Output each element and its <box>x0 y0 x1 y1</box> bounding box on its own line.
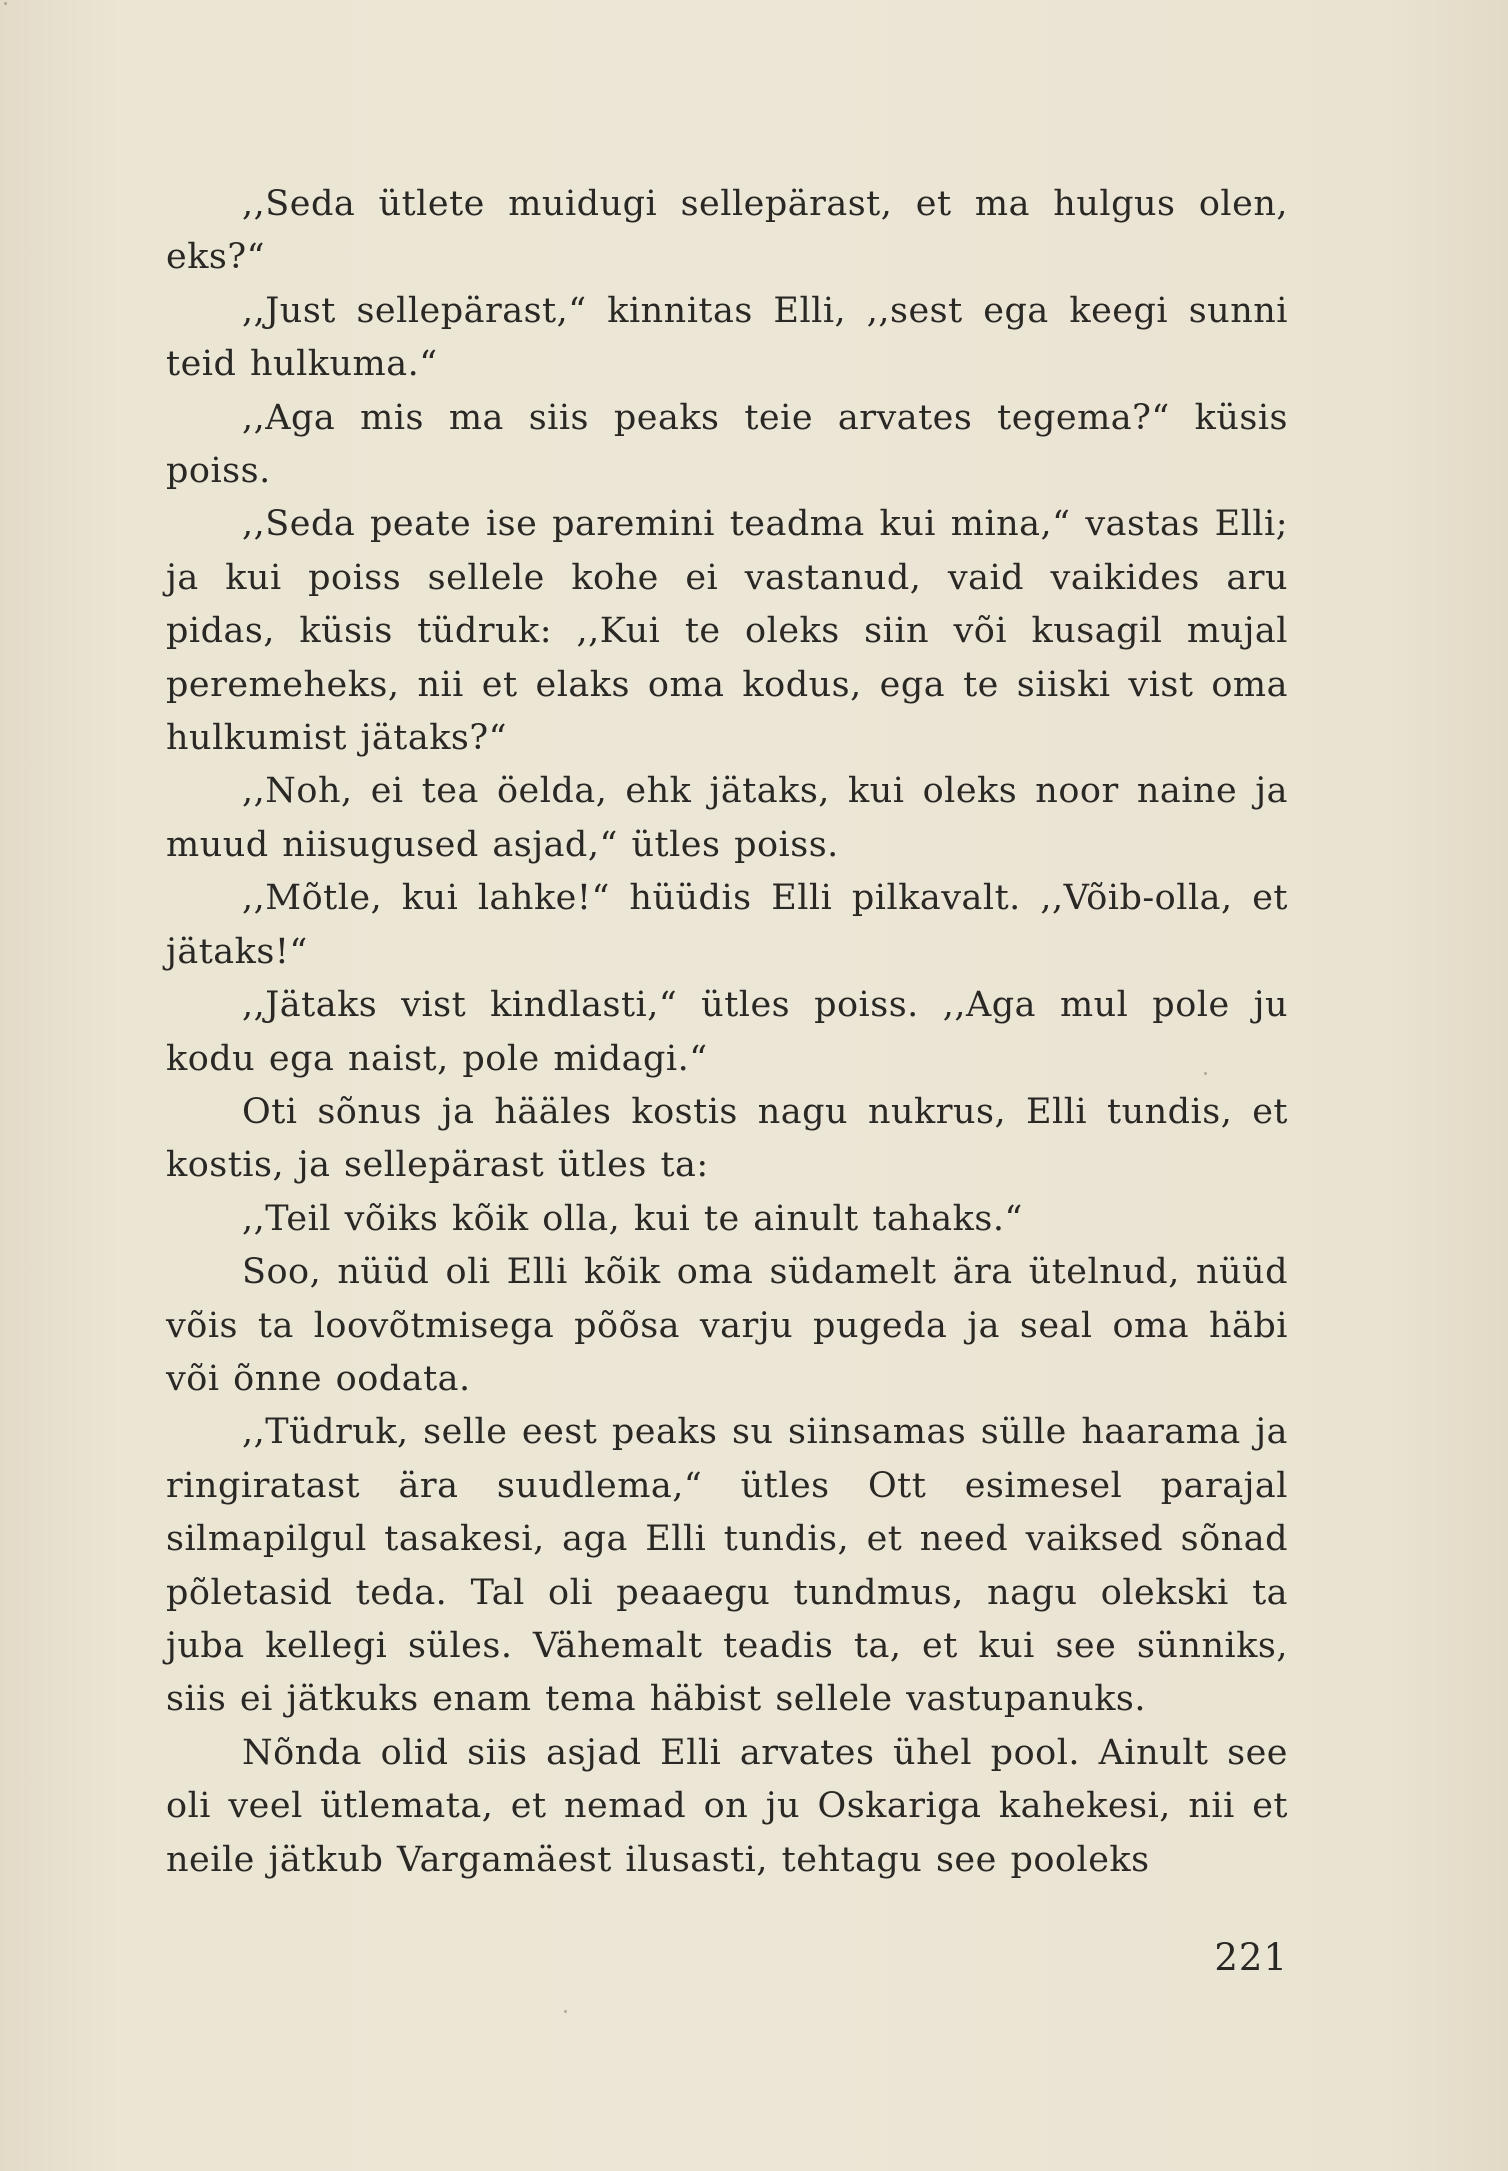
paragraph: Oti sõnus ja hääles kostis nagu nukrus, Elli tundis, et kostis, ja sellepärast ütles ta: <box>166 1091 1288 1186</box>
paragraph: ,,Just sellepärast,“ kinnitas Elli, ,,sest ega keegi sunni teid hulkuma.“ <box>166 290 1288 385</box>
paragraph: ,,Teil võiks kõik olla, kui te ainult tahaks.“ <box>242 1198 1023 1239</box>
body-text <box>166 178 1288 1887</box>
paragraph: Soo, nüüd oli Elli kõik oma südamelt ära ütelnud, nüüd võis ta loovõtmisega põõsa varju pugeda ja seal oma häbi või õnne oodata. <box>166 1252 1288 1399</box>
paragraph: ,,Jätaks vist kindlasti,“ ütles poiss. ,,Aga mul pole ju kodu ega naist, pole midagi.“ <box>166 985 1288 1079</box>
paragraph: ,,Mõtle, kui lahke!“ hüüdis Elli pilkavalt. ,,Võib-olla, et jätaks!“ <box>166 878 1288 972</box>
paragraph: ,,Noh, ei tea öelda, ehk jätaks, kui oleks noor naine ja muud niisugused asjad,“ ütles poiss. <box>166 771 1288 865</box>
paragraph: Nõnda olid siis asjad Elli arvates ühel pool. Ainult see oli veel ütlemata, et nemad on ju Oskariga kahekesi, nii et neile jätkub Vargamäest ilusasti, tehtagu see pooleks <box>166 1732 1288 1880</box>
paragraph: ,,Aga mis ma siis peaks teie arvates tegema?“ küsis poiss. <box>166 397 1288 492</box>
paragraph: ,,Seda ütlete muidugi sellepärast, et ma hulgus olen, eks?“ <box>166 184 1288 278</box>
paper-speck <box>564 2010 567 2013</box>
page-number: 221 <box>1214 1936 1288 1979</box>
paper-speck <box>1204 1072 1207 1075</box>
paragraph: ,,Tüdruk, selle eest peaks su siinsamas sülle haarama ja ringiratast ära suudlema,“ ütles Ott esimesel parajal silmapilgul tasakesi, aga Elli tundis, et need vaiksed sõnad põletasid teda. Tal oli peaaegu tundmus, nagu olekski ta juba kellegi süles. Vähemalt teadis ta, et kui see sünniks, siis ei jätkuks enam tema häbist sellele vastupanuks. <box>166 1412 1288 1720</box>
paragraph: ,,Seda peate ise paremini teadma kui mina,“ vastas Elli; ja kui poiss sellele kohe ei vastanud, vaid vaikides aru pidas, küsis tüdruk: ,,Kui te oleks siin või kusagil mujal peremeheks, nii et elaks oma kodus, ega te siiski vist oma hulkumist jätaks?“ <box>166 504 1288 759</box>
paper-speck <box>4 2 7 5</box>
